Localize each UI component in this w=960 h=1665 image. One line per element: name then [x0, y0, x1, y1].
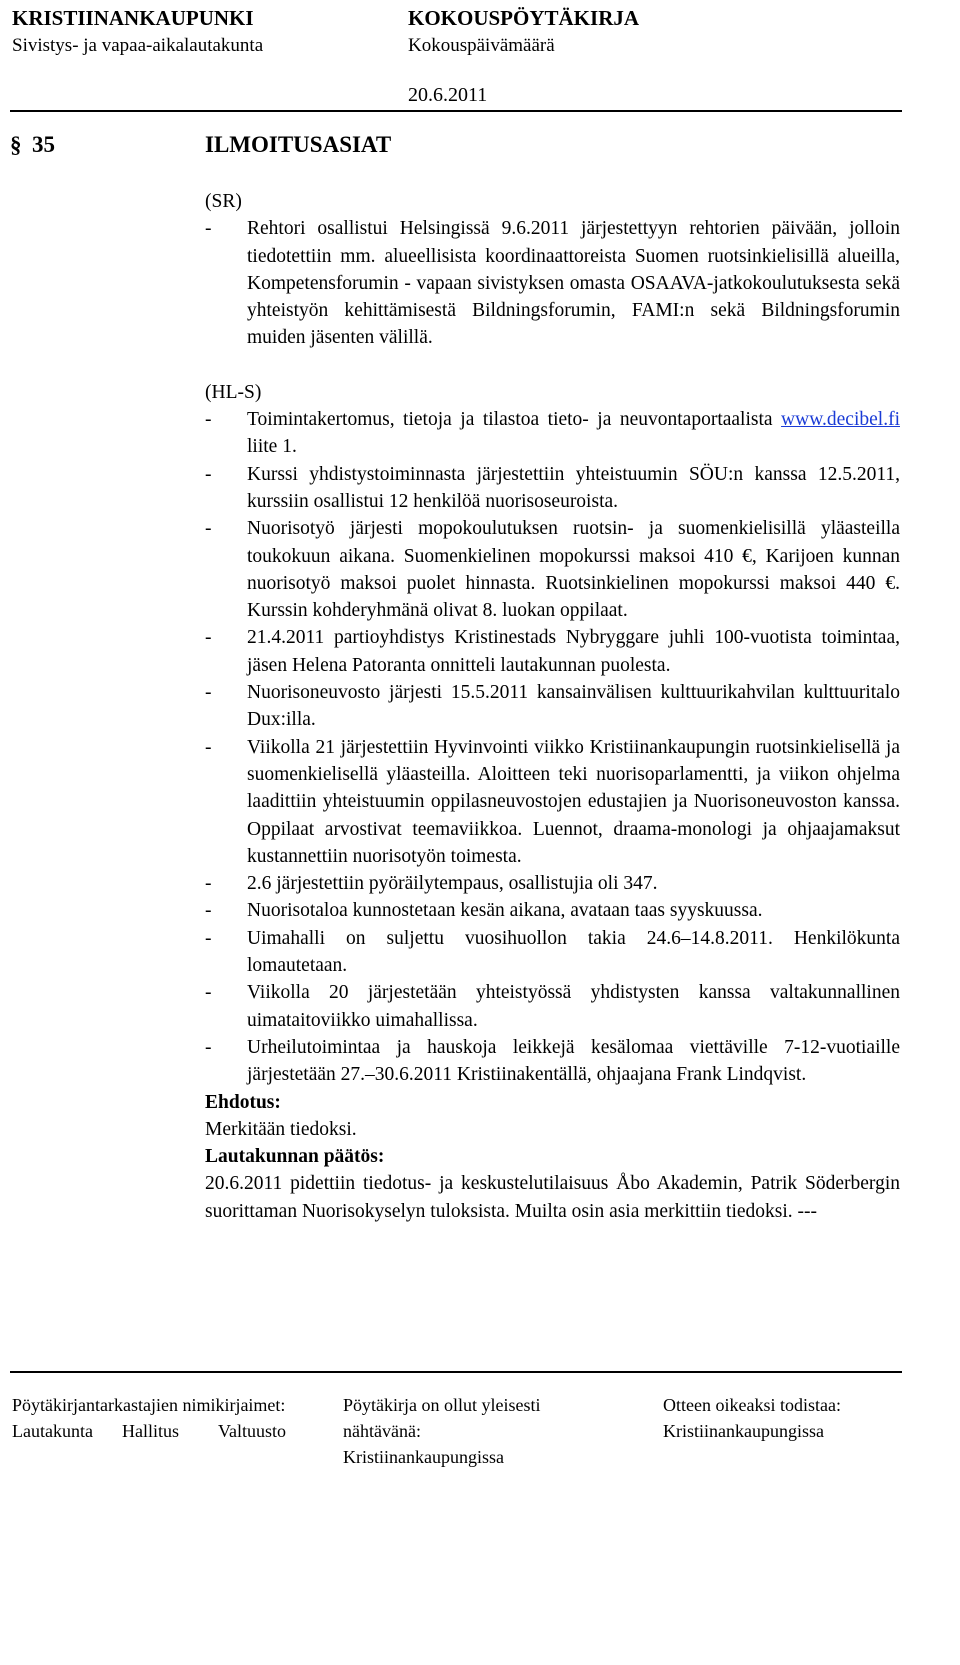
footer-col-display	[343, 1392, 540, 1470]
list-item: - Nuorisoneuvosto järjesti 15.5.2011 kansainvälisen kulttuurikahvilan kulttuuritalo Dux:illa.	[205, 679, 900, 734]
doc-type: KOKOUSPÖYTÄKIRJA	[408, 6, 640, 30]
header-left	[12, 4, 263, 59]
checker-board: Lautakunta	[12, 1421, 93, 1441]
list-item: - Viikolla 21 järjestettiin Hyvinvointi viikko Kristiinankaupungin ruotsinkielisellä ja suomenkielisellä yläasteilla. Aloitteen teki nuorisoparlamentti, ja viikon ohjelma laadittiin yhteistuumin oppilasneuvostojen edustajien ja Nuorisoneuvoston kanssa. Oppilaat arvostivat teemaviikkoa. Luennot, draama-monologi ja ohjaajamaksut kustannettiin nuorisotyön toimesta.	[205, 734, 900, 870]
hls-label: (HL-S)	[205, 381, 262, 403]
display-line-1: Pöytäkirja on ollut yleisesti	[343, 1395, 541, 1415]
meeting-date: 20.6.2011	[408, 84, 488, 106]
org-name: KRISTIINANKAUPUNKI	[12, 6, 254, 30]
decision-text: 20.6.2011 pidettiin tiedotus- ja keskustelutilaisuus Åbo Akademin, Patrik Söderbergin suorittaman Nuorisokyselyn tuloksista. Muilta osin asia merkittiin tiedoksi. ---	[205, 1173, 900, 1222]
display-line-2: nähtävänä:	[343, 1421, 421, 1441]
board-name: Sivistys- ja vapaa-aikalautakunta	[12, 35, 264, 56]
checkers-row	[12, 1418, 286, 1444]
list-item: - Rehtori osallistui Helsingissä 9.6.2011 järjestettyyn rehtorien päivään, jolloin tiedotettiin mm. alueellisista koordinaattoreista Suomen ruotsinkielisillä alueilla, Kompetensforumin - vapaan sivistyksen omasta OSAAVA-jatkokoulutuksesta sekä yhteistyön kehittämisestä Bildningsforumin, FAMI:n sekä Bildningsforumin muiden jäsenten välillä.	[205, 215, 900, 351]
certify-line-2: Kristiinankaupungissa	[663, 1421, 824, 1441]
hls-list	[205, 406, 900, 1088]
list-item: - 2.6 järjestettiin pyöräilytempaus, osallistujia oli 347.	[205, 870, 900, 897]
checkers-title: Pöytäkirjantarkastajien nimikirjaimet:	[12, 1395, 286, 1415]
footer-col-certify	[663, 1392, 841, 1444]
list-item	[205, 406, 900, 461]
checker-council: Valtuusto	[218, 1421, 287, 1441]
section-number: 35	[32, 132, 55, 157]
decibel-link[interactable]: www.decibel.fi	[781, 409, 900, 431]
list-item-suffix: liite 1.	[247, 436, 297, 458]
checker-government: Hallitus	[122, 1421, 179, 1441]
section-symbol: §	[10, 132, 22, 157]
header-right	[408, 4, 639, 59]
header-divider	[10, 110, 902, 112]
certify-line-1: Otteen oikeaksi todistaa:	[663, 1395, 841, 1415]
sr-label: (SR)	[205, 191, 242, 212]
decision-label: Lautakunnan päätös:	[205, 1146, 385, 1168]
date-label: Kokouspäivämäärä	[408, 35, 555, 56]
list-item: - Nuorisotaloa kunnostetaan kesän aikana, avataan taas syyskuussa.	[205, 897, 900, 924]
proposal-label: Ehdotus:	[205, 1091, 281, 1113]
list-item: - Viikolla 20 järjestetään yhteistyössä yhdistysten kanssa valtakunnallinen uimataitoviikko uimahallissa.	[205, 979, 900, 1034]
proposal-text: Merkitään tiedoksi.	[205, 1118, 357, 1140]
list-item: - 21.4.2011 partioyhdistys Kristinestads Nybryggare juhli 100-vuotista toimintaa, jäsen Helena Patoranta onnitteli lautakunnan puolesta.	[205, 624, 900, 679]
document-body	[205, 188, 900, 1225]
list-item: - Nuorisotyö järjesti mopokoulutuksen ruotsin- ja suomenkielisillä yläasteilla toukokuun aikana. Suomenkielinen mopokurssi maksoi 410 €, Karijoen kunnan nuorisotyö maksoi puolet hinnasta. Ruotsinkielinen mopokurssi maksoi 440 €. Kurssin kohderyhmänä olivat 8. luokan oppilaat.	[205, 515, 900, 624]
sr-list	[205, 215, 900, 351]
list-item: - Urheilutoimintaa ja hauskoja leikkejä kesälomaa viettäville 7-12-vuotiaille järjestetään 27.–30.6.2011 Kristiinakentällä, ohjaajana Frank Lindqvist.	[205, 1034, 900, 1089]
section-title: ILMOITUSASIAT	[205, 132, 392, 157]
spacer	[205, 352, 900, 379]
list-item-text: Toimintakertomus, tietoja ja tilastoa tieto- ja neuvontaportaalista	[247, 409, 782, 431]
list-item: - Uimahalli on suljettu vuosihuollon takia 24.6–14.8.2011. Henkilökunta lomautetaan.	[205, 925, 900, 980]
footer-divider	[10, 1371, 902, 1373]
list-item: - Kurssi yhdistystoiminnasta järjestettiin yhteistuumin SÖU:n kanssa 12.5.2011, kurssiin osallistui 12 henkilöä nuorisoseuroista.	[205, 461, 900, 516]
footer-col-checkers	[12, 1392, 286, 1444]
display-line-3: Kristiinankaupungissa	[343, 1447, 504, 1467]
